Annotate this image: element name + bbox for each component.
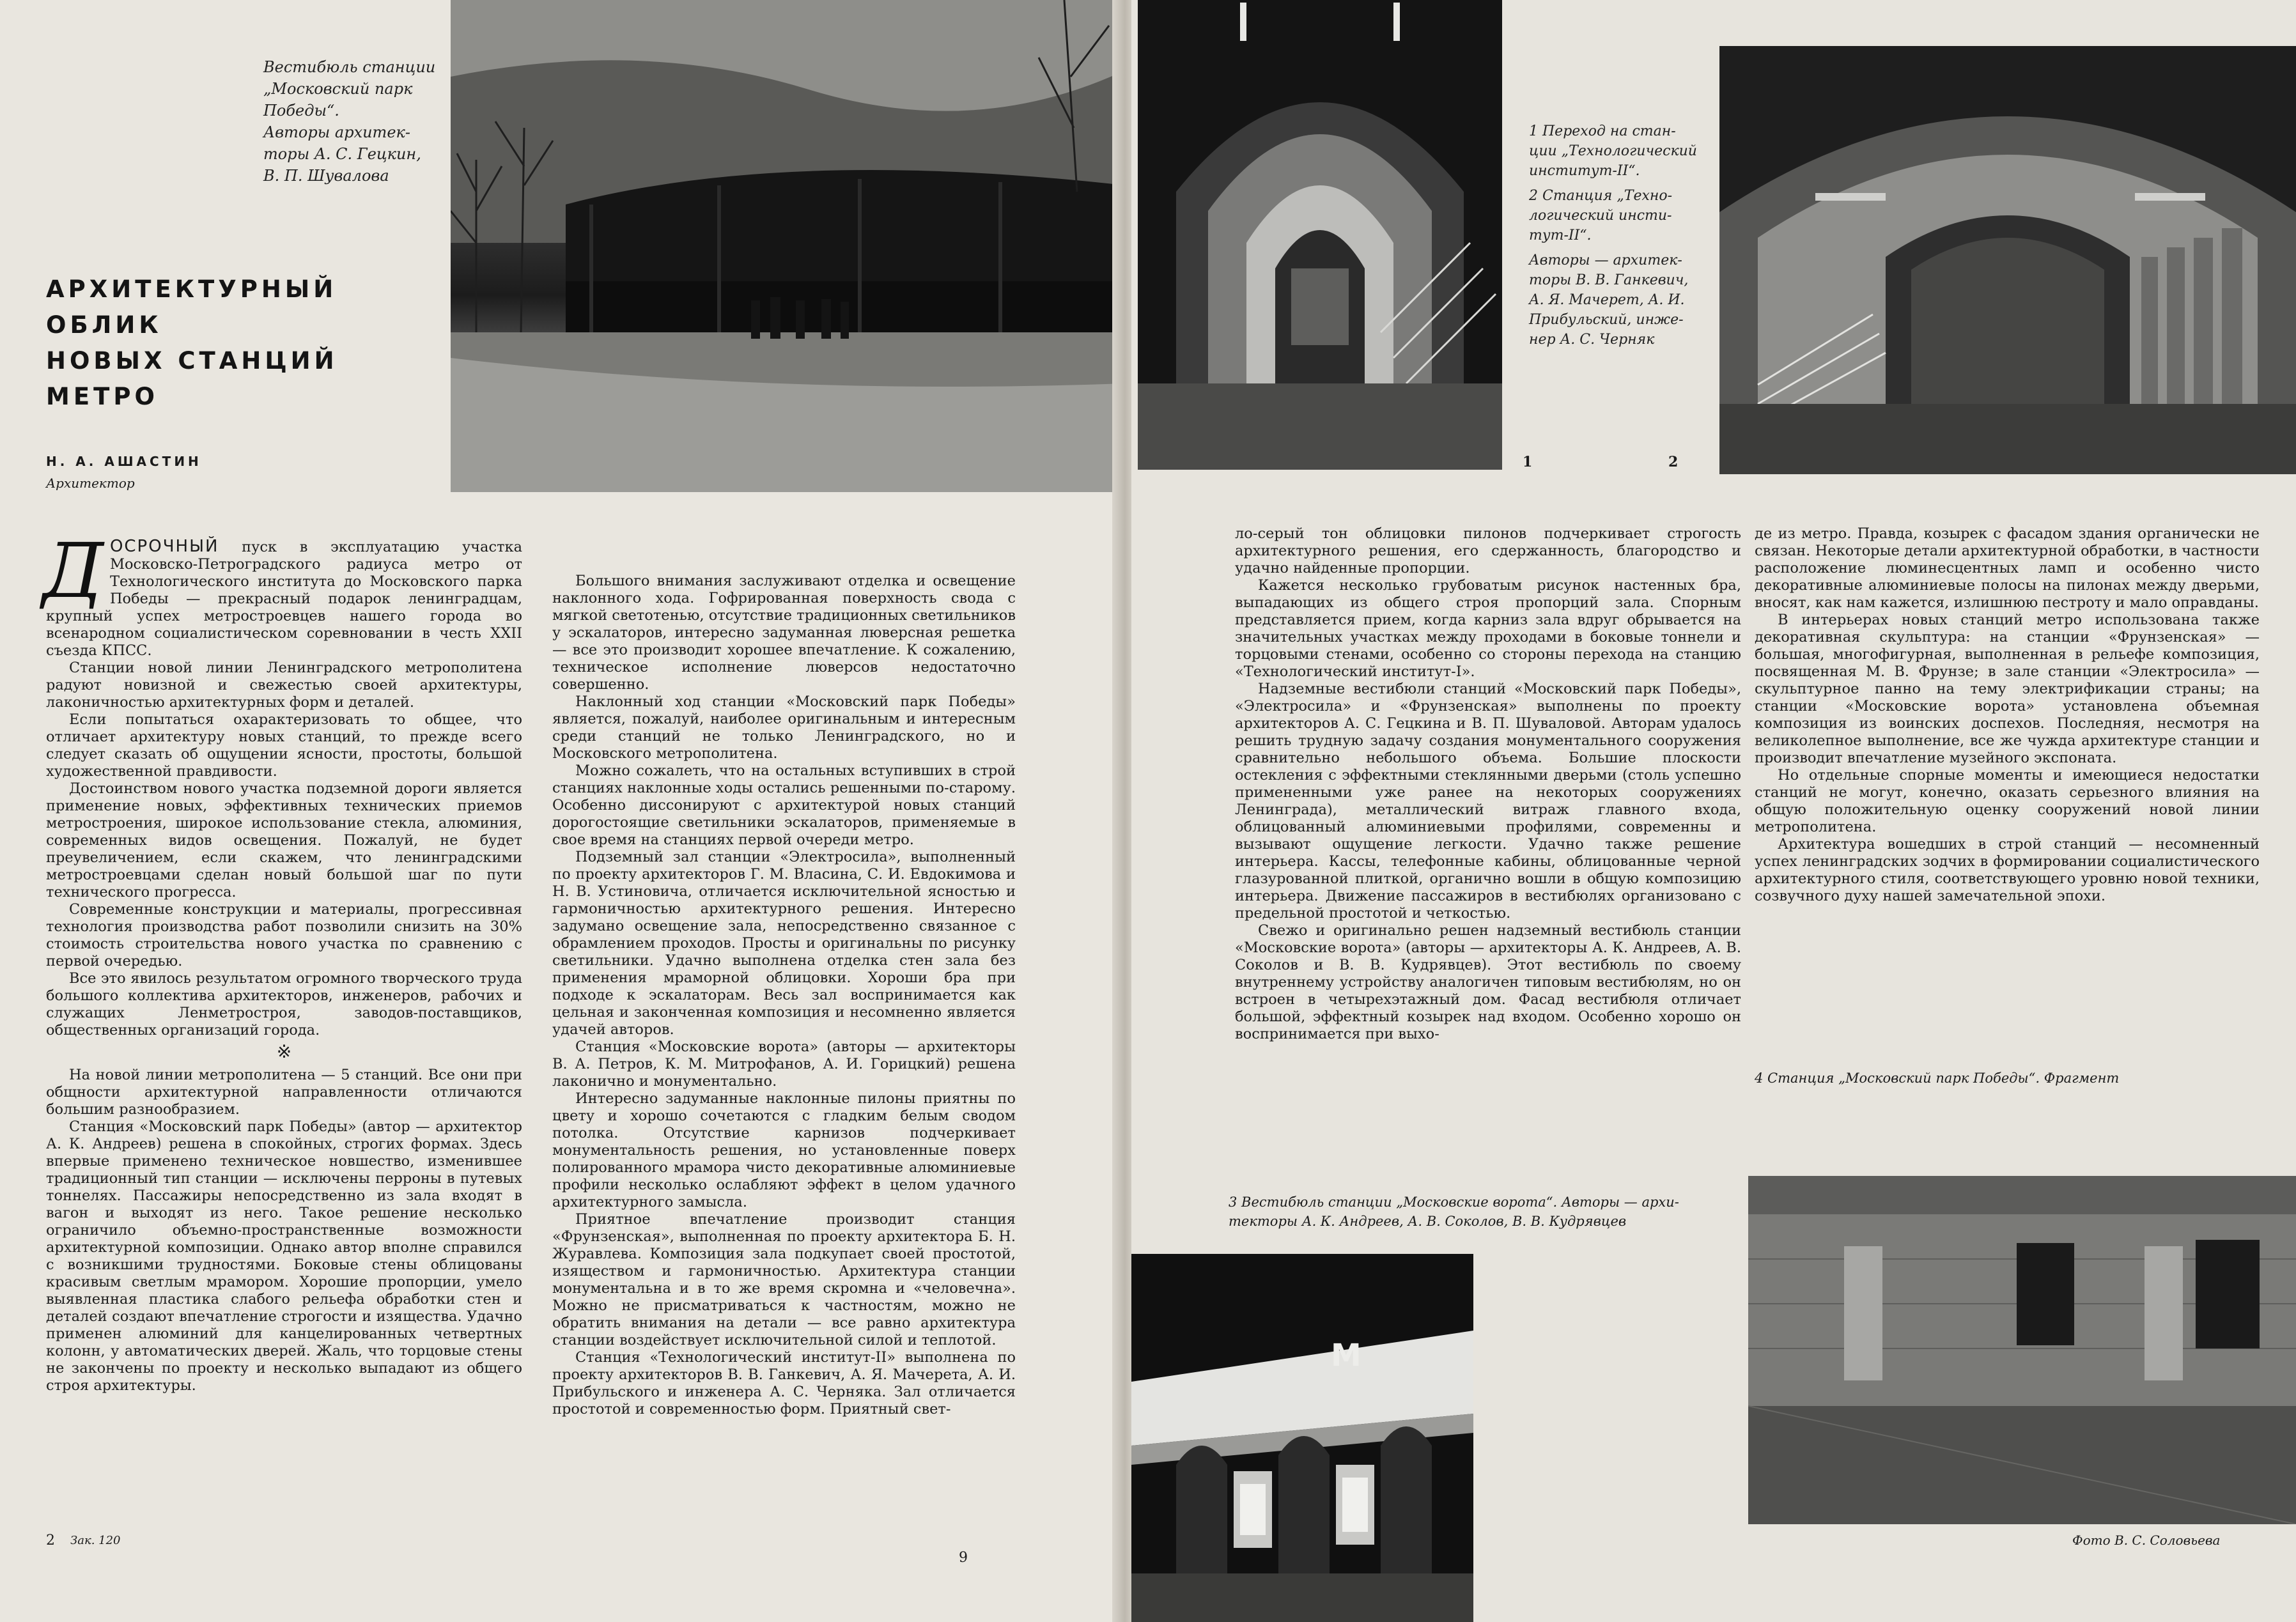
photo-caption-4: 4 Станция „Московский парк Победы“. Фрагмент [1755, 1070, 2120, 1086]
photo-vestibule-park-pobedy [451, 0, 1125, 492]
caption-line: Авторы архитек- [263, 123, 410, 141]
article-title [46, 272, 338, 415]
passage-graphic [1138, 0, 1502, 470]
paragraph: Подземный зал станции «Электросила», выполненный по проекту архитекторов Г. М. Власина, С. И. Евдокимова и Н. В. Устиновича, отличается исключительной ясностью и гармоничностью архитектурного решения. Интересно задумано освещение зала, непосредственно связанное с обрамлением проходов. Просты и оригинальны по рисунку светильники. Удачно выполнена отделка стен зала без применения мраморной облицовки. Хороши бра при подходе к эскалаторам. Весь зал воспринимается как цельная и законченная композиция и несомненно является удачей авторов. [552, 849, 1016, 1038]
paragraph: Станции новой линии Ленинградского метрополитена радуют новизной и свежестью своей архитектуры, лаконичностью архитектурных форм и деталей. [46, 660, 522, 711]
paragraph: Но отдельные спорные моменты и имеющиеся недостатки станций не могут, конечно, оказать серьезного влияния на общую положительную оценку сооружений новой линии метрополитена. [1755, 767, 2260, 835]
photo-3-vestibule-moskovskie-vorota [1131, 1254, 1473, 1622]
caption-line: Прибульский, инже- [1529, 312, 1684, 328]
drop-cap: Д [42, 527, 104, 615]
print-order-note: Зак. 120 [70, 1534, 121, 1547]
paragraph: Наклонный ход станции «Московский парк Победы» является, пожалуй, наиболее оригинальным и интересным среди станций не только Ленинградского, но и Московского метрополитена. [552, 693, 1016, 762]
caption-line: торы А. С. Гецкин, [263, 145, 421, 163]
photo-2-station-hall [1719, 46, 2296, 474]
title-line: АРХИТЕКТУРНЫЙ [46, 275, 337, 303]
paragraph: На новой линии метрополитена — 5 станций. Все они при общности архитектурной направленности отличаются большим разнообразием. [46, 1067, 522, 1118]
photo-caption-3 [1229, 1193, 1679, 1231]
paragraph: де из метро. Правда, козырек с фасадом здания органически не связан. Некоторые детали архитектурной обработки, в частности расположение люминесцентных ламп и особенно чисто декоративные алюминиевые полосы на пилонах между дверьми, вносят, как нам кажется, излишнюю пестроту и мало оправданы. [1755, 525, 2260, 611]
article-author: Н. А. АШАСТИН [46, 454, 202, 469]
lead-word: ОСРОЧНЫЙ [109, 537, 219, 556]
paragraph: Архитектура вошедших в строй станций — несомненный успех ленинградских зодчих в формировании социалистического архитектурного стиля, соответствующего уровню новой техники, созвучного духу нашей замечательной эпохи. [1755, 836, 2260, 904]
photo-1-passage [1138, 0, 1502, 470]
paragraph: Интересно задуманные наклонные пилоны приятны по цвету и хорошо сочетаются с гладким белым сводом потолка. Отсутствие карнизов подчеркивает монументальность решения, но установленные поверх полированного мрамора чисто декоративные алюминиевые профили несколько ослабляют эффект в целом удачного архитектурного замысла. [552, 1090, 1016, 1210]
caption-line: ции „Технологический [1529, 143, 1697, 159]
caption-line: Победы“. [263, 102, 339, 120]
figure-number-1: 1 [1523, 454, 1533, 470]
paragraph: Большого внимания заслуживают отделка и освещение наклонного хода. Гофрированная поверхность свода с мягкой светотенью, отсутствие традиционных светильников у эскалаторов, интересно задуманная люверсная решетка — все это производит хорошее впечатление. К сожалению, техническое исполнение люверсов недостаточно совершенно. [552, 573, 1016, 693]
caption-line: 3 Вестибюль станции „Московские ворота“. Авторы — архи- [1229, 1194, 1679, 1210]
paragraph: Станция «Московский парк Победы» (автор — архитектор А. К. Андреев) решена в спокойных, строгих формах. Здесь впервые применено техническое новшество, изменившее традиционный тип станции — исключены перроны в путевых тоннелях. Пассажиры непосредственно из зала входят в вагон и выходят из него. Такое решение несколько ограничило объемно-пространственные возможности архитектурной композиции. Однако автор вполне справился с возникшими трудностями. Боковые стены облицованы красивым светлым мрамором. Хорошие пропорции, умело выявленная пластика слабого рельефа обработки стен и деталей создают впечатление строгости и изящества. Удачно применен алюминий для канцелированных четвертных колонн, у автоматических дверей. Жаль, что торцовые стены не закончены по проекту и несколько выпадают из общего строя архитектуры. [46, 1118, 522, 1394]
text-column-2 [552, 573, 1016, 1418]
paragraph: Станция «Московские ворота» (авторы — архитекторы В. А. Петров, К. М. Митрофанов, А. И. Горицкий) решена лаконично и монументально. [552, 1039, 1016, 1090]
figure-number-2: 2 [1668, 454, 1679, 470]
author-role: Архитектор [46, 475, 135, 491]
paragraph: Можно сожалеть, что на остальных вступивших в строй станциях наклонные ходы остались решенными по-старому. Особенно диссонируют с архитектурой новых станций дорогостоящие светильники эскалаторов, применяемые в свое время на станциях первой очереди метро. [552, 762, 1016, 848]
park-scene-graphic [451, 0, 1125, 492]
caption-line: В. П. Шувалова [263, 167, 389, 185]
section-divider: ※ [276, 1041, 292, 1062]
caption-line: Вестибюль станции [263, 58, 436, 76]
station-fragment-graphic [1748, 1176, 2296, 1524]
text-column-3 [1235, 525, 1741, 1043]
paragraph: Приятное впечатление производит станция «Фрунзенская», выполненная по проекту архитектора Б. Н. Журавлева. Композиция зала подкупает своей простотой, изяществом и гармоничностью. Архитектура станции монументальна и в то же время скромна и «человечна». Можно не присматриваться к частностям, можно не обратить внимания на детали — все равно архитектура станции воздействует исключительной силой и теплотой. [552, 1211, 1016, 1348]
paragraph-lead [42, 527, 523, 660]
paragraph: Свежо и оригинально решен надземный вестибюль станции «Московские ворота» (авторы — архитекторы А. К. Андреев, А. В. Соколов и В. В. Кудрявцев). Этот вестибюль по своему внутреннему устройству аналогичен типовым вестибюлям, но он встроен в четырехэтажный дом. Фасад вестибюля отличает большой, эффектный козырек над входом. Особенно хорошо он воспринимается при выхо- [1235, 922, 1741, 1042]
caption-line: 2 Станция „Техно- [1529, 188, 1673, 204]
photo-caption-1-2 [1529, 121, 1697, 350]
metro-m-sign: М [1331, 1338, 1361, 1373]
caption-line: 1 Переход на стан- [1529, 123, 1676, 139]
caption-line: торы В. В. Ганкевич, [1529, 272, 1689, 288]
caption-line: тут-II“. [1529, 228, 1592, 243]
photo-caption-vestibule [263, 56, 435, 187]
paragraph: В интерьерах новых станций метро использована также декоративная скульптура: на станции «Фрунзенская» — большая, многофигурная, выполненная в рельефе композиция, посвященная М. В. Фрунзе; в зале станции «Электросила» — скульптурное панно на тему электрификации страны; на станции «Московские ворота» установлена объемная композиция из воинских доспехов. Последняя, несмотря на великолепное выполнение, все же чужда архитектуре станции и производит впечатление музейного экспоната. [1755, 612, 2260, 766]
paragraph-text: пуск в эксплуатацию участка Московско-Петроградского радиуса метро от Технологического института до Московского парка Победы — прекрасный подарок ленинградцам, крупный успех метростроевцев нашего города во всенародном социалистическом соревновании в честь XXII съезда КПСС. [46, 539, 523, 659]
caption-line: „Московский парк [263, 80, 413, 98]
left-page [0, 0, 1125, 1622]
station-hall-graphic [1719, 46, 2296, 474]
vestibule-night-graphic [1131, 1254, 1473, 1622]
photo-credit: Фото В. С. Соловьева [2072, 1533, 2221, 1548]
text-column-4 [1755, 525, 2260, 905]
paragraph: Надземные вестибюли станций «Московский парк Победы», «Электросила» и «Фрунзенская» выполнены по проекту архитекторов А. С. Гецкина и В. П. Шуваловой. Авторам удалось решить трудную задачу создания монументального сооружения сравнительно небольшого объема. Большие плоскости остекления с эффектными стеклянными дверьми (столь успешно примененными уже ранее на некоторых сооружениях Ленинграда), металлический витраж главного входа, облицованный алюминиевыми профилями, современны и вызывают ощущение легкости. Удачно также решение интерьера. Кассы, телефонные кабины, облицованные черной глазурованной плиткой, органично вошли в общую композицию интерьера. Движение пассажиров в вестибюлях организовано с предельной простотой и четкостью. [1235, 681, 1741, 922]
paragraph: Все это явилось результатом огромного творческого труда большого коллектива архитекторов, инженеров, рабочих и служащих Ленметростроя, заводов-поставщиков, общественных организаций города. [46, 970, 522, 1039]
paragraph: Если попытаться охарактеризовать то общее, что отличает архитектуру новых станций, то прежде всего следует сказать об ощущении ясности, простоты, большой художественной правдивости. [46, 711, 522, 780]
title-line: МЕТРО [46, 383, 159, 410]
title-line: ОБЛИК [46, 311, 162, 339]
page-number: 2 [46, 1533, 55, 1549]
paragraph: ло-серый тон облицовки пилонов подчеркивает строгость архитектурного решения, его сдержанность, благородство и удачно найденные пропорции. [1235, 525, 1741, 576]
text-column-1 [42, 527, 523, 1394]
signature-mark: 9 [959, 1550, 968, 1566]
caption-line: текторы А. К. Андреев, А. В. Соколов, В. В. Кудрявцев [1229, 1214, 1627, 1229]
caption-line: нер А. С. Черняк [1529, 332, 1655, 348]
paragraph: Современные конструкции и материалы, прогрессивная технология производства работ позволили снизить на 30% стоимость строительства нового участка по сравнению с первой очередью. [46, 901, 522, 969]
caption-line: А. Я. Мачерет, А. И. [1529, 292, 1685, 308]
paragraph: Кажется несколько грубоватым рисунок настенных бра, выпадающих из общего строя пропорций зала. Спорным представляется прием, когда карниз зала вдруг обрывается на значительных участках между проходами в боковые тоннели и торцовыми стенами, особенно со стороны перехода на станцию «Технологический институт-I». [1235, 577, 1741, 680]
paragraph: Достоинством нового участка подземной дороги является применение новых, эффективных технических приемов метростроения, широкое использование стекла, алюминия, современных видов освещения. Пожалуй, не будет преувеличением, если скажем, что ленинградскими метростроевцами сделан новый большой шаг по пути технического прогресса. [46, 780, 522, 900]
paragraph: Станция «Технологический институт-II» выполнена по проекту архитекторов В. В. Ганкевич, А. Я. Мачерета, А. И. Прибульского и инженера А. С. Черняка. Зал отличается простотой и современностью форм. Приятный свет- [552, 1349, 1016, 1417]
title-line: НОВЫХ СТАНЦИЙ [46, 347, 338, 375]
photo-4-park-pobedy-fragment [1748, 1176, 2296, 1524]
caption-line: Авторы — архитек- [1529, 252, 1682, 268]
caption-line: институт-II“. [1529, 163, 1640, 179]
caption-line: логический инсти- [1529, 208, 1672, 224]
right-page [1131, 0, 2296, 1622]
